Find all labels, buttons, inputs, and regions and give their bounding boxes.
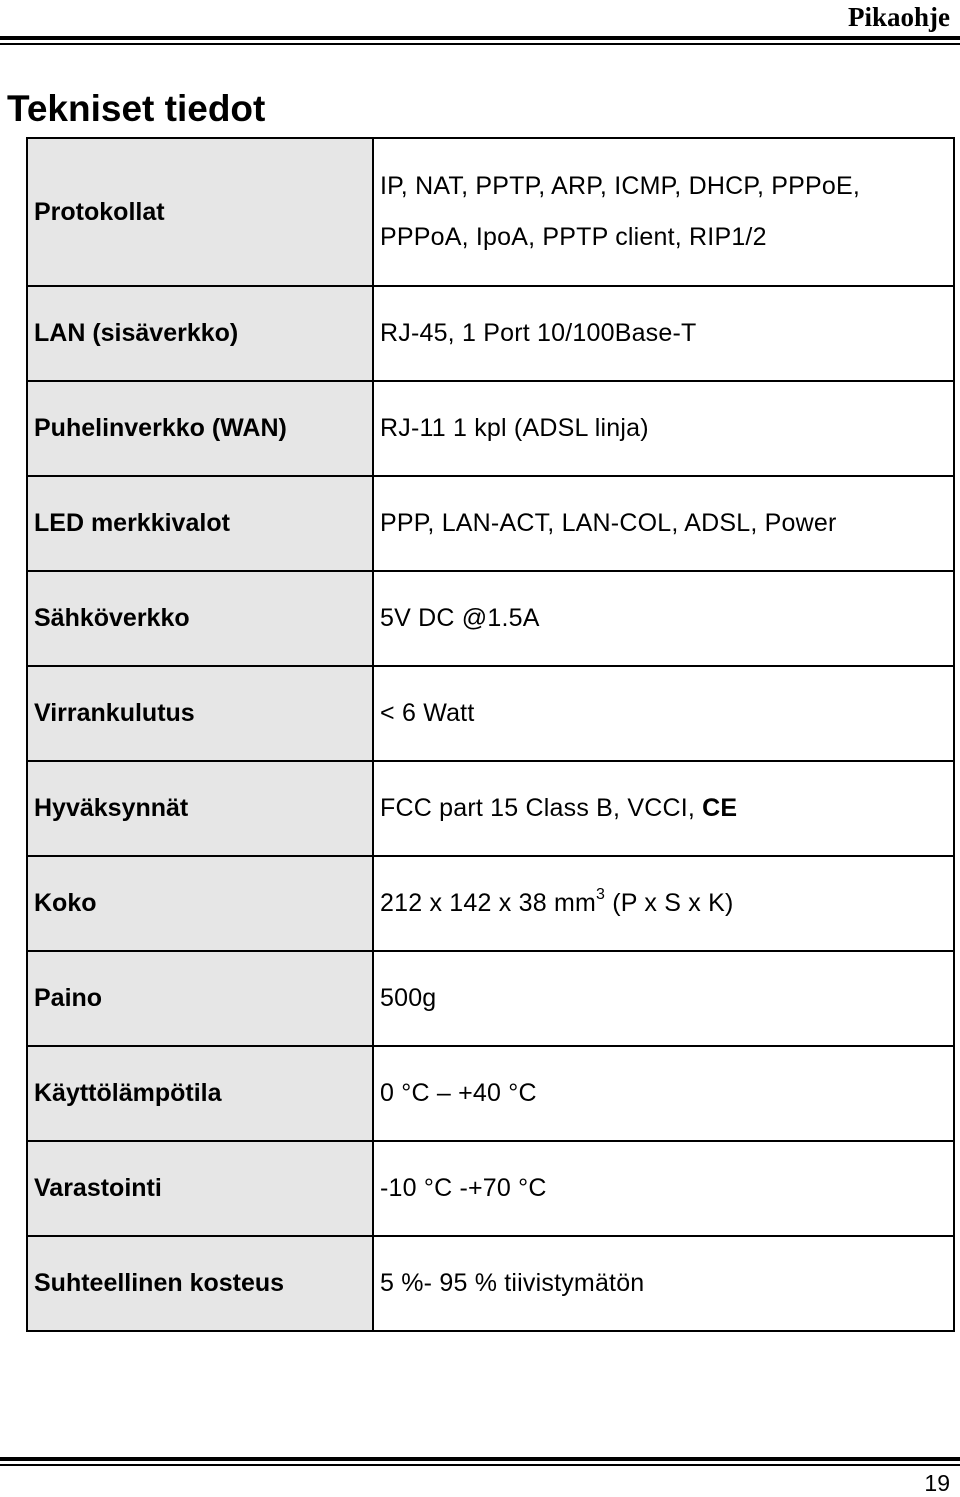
header-rule-thick <box>0 36 960 40</box>
row-value: PPP, LAN-ACT, LAN-COL, ADSL, Power <box>373 476 954 571</box>
table-row <box>27 571 954 666</box>
superscript: 3 <box>596 886 606 903</box>
row-value: 500g <box>373 951 954 1046</box>
header-rule-thin <box>0 43 960 45</box>
row-value-line2: PPPoA, IpoA, PPTP client, RIP1/2 <box>380 223 767 251</box>
table-row <box>27 856 954 951</box>
row-value <box>373 138 954 286</box>
table-row <box>27 666 954 761</box>
row-label: Suhteellinen kosteus <box>27 1236 373 1331</box>
row-label: Käyttölämpötila <box>27 1046 373 1141</box>
row-value <box>373 856 954 951</box>
row-label: Virrankulutus <box>27 666 373 761</box>
row-value-text: FCC part 15 Class B, VCCI, <box>380 794 703 822</box>
row-label: Paino <box>27 951 373 1046</box>
row-label: Puhelinverkko (WAN) <box>27 381 373 476</box>
row-value: 5 %- 95 % tiivistymätön <box>373 1236 954 1331</box>
table-row <box>27 1046 954 1141</box>
row-label: Sähköverkko <box>27 571 373 666</box>
table-row <box>27 286 954 381</box>
footer-rule-thick <box>0 1457 960 1461</box>
section-title: Tekniset tiedot <box>7 88 266 129</box>
ce-mark: CE <box>702 794 738 822</box>
row-label: Hyväksynnät <box>27 761 373 856</box>
header-title: Pikaohje <box>847 2 950 32</box>
row-value: RJ-45, 1 Port 10/100Base-T <box>373 286 954 381</box>
footer-rule-thin <box>0 1464 960 1466</box>
row-value: < 6 Watt <box>373 666 954 761</box>
table-row <box>27 761 954 856</box>
row-value: RJ-11 1 kpl (ADSL linja) <box>373 381 954 476</box>
row-value: 0 °C – +40 °C <box>373 1046 954 1141</box>
row-label: Koko <box>27 856 373 951</box>
row-value: 5V DC @1.5A <box>373 571 954 666</box>
table-row <box>27 1141 954 1236</box>
row-label: Varastointi <box>27 1141 373 1236</box>
row-value-line1: IP, NAT, PPTP, ARP, ICMP, DHCP, PPPoE, <box>380 172 861 200</box>
page-number: 19 <box>924 1470 950 1496</box>
table-row <box>27 138 954 286</box>
spec-table <box>26 137 955 1332</box>
table-row <box>27 476 954 571</box>
table-row <box>27 951 954 1046</box>
table-row <box>27 1236 954 1331</box>
row-label: LAN (sisäverkko) <box>27 286 373 381</box>
row-label: Protokollat <box>27 138 373 286</box>
row-value-pre: 212 x 142 x 38 mm <box>380 889 597 917</box>
table-row <box>27 381 954 476</box>
row-value <box>373 761 954 856</box>
row-value-post: (P x S x K) <box>605 889 734 917</box>
row-label: LED merkkivalot <box>27 476 373 571</box>
row-value: -10 °C -+70 °C <box>373 1141 954 1236</box>
